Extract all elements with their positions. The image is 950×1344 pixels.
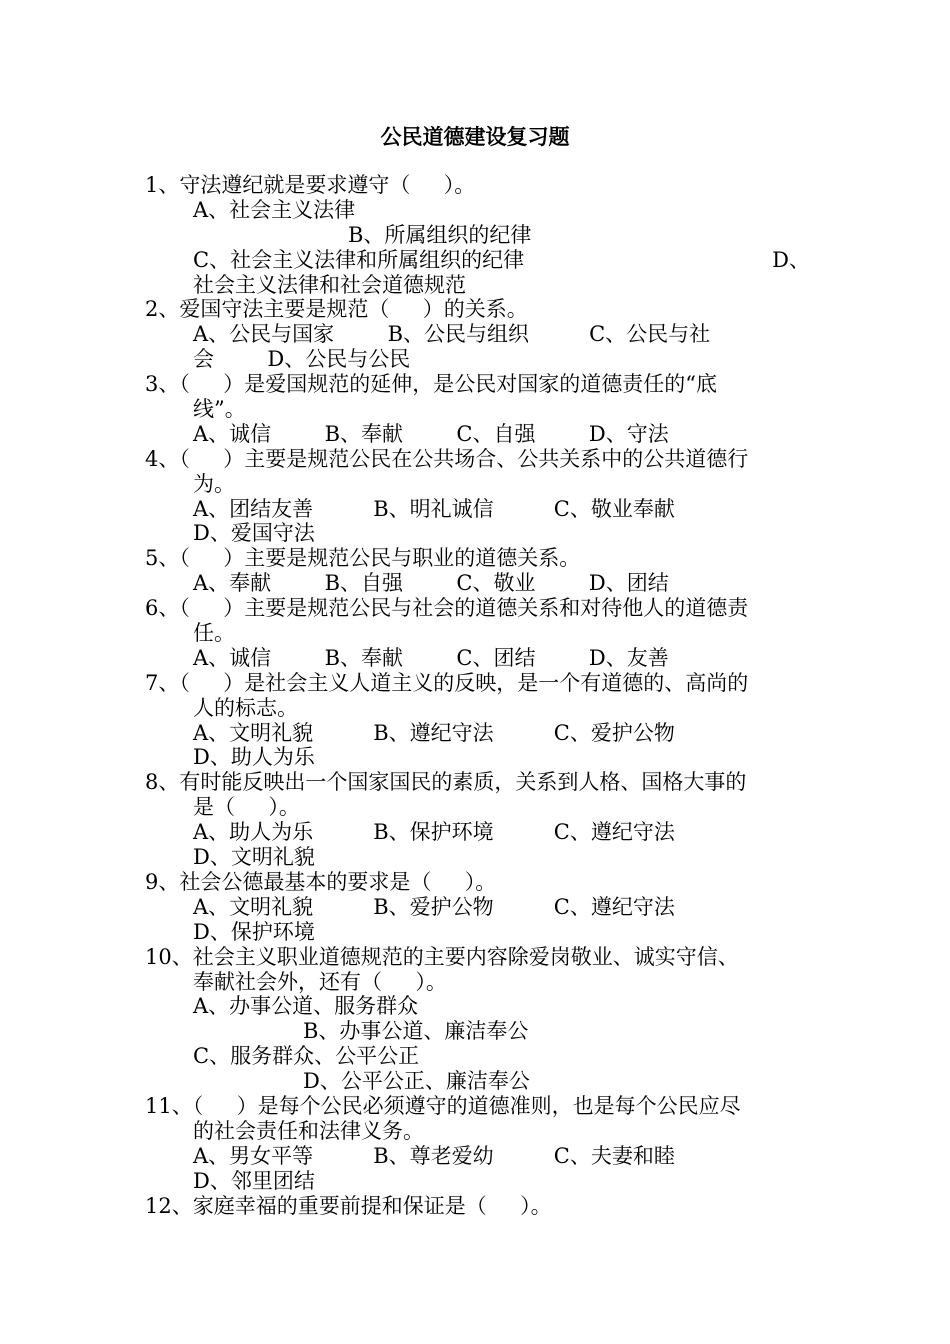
text-line: 8、有时能反映出一个国家国民的素质，关系到人格、国格大事的 (145, 770, 747, 795)
text-line: 为。 (193, 471, 235, 496)
text-line: 9、社会公德最基本的要求是（ ）。 (145, 869, 497, 894)
text-line: A、社会主义法律 (193, 197, 356, 222)
text-segment: C、社会主义法律和所属组织的纪律 (193, 247, 525, 272)
text-line: 线”。 (193, 397, 246, 422)
text-line: A、诚信 B、奉献 C、团结 D、友善 (193, 645, 669, 670)
text-line: 12、家庭幸福的重要前提和保证是（ ）。 (145, 1193, 552, 1218)
text-line: 奉献社会外，还有（ ）。 (193, 969, 447, 994)
text-line: 的社会责任和法律义务。 (193, 1118, 424, 1143)
text-line: D、保护环境 (193, 919, 315, 944)
text-line: 10、社会主义职业道德规范的主要内容除爱岗敬业、诚实守信、 (145, 944, 739, 969)
text-line: B、办事公道、廉洁奉公 (303, 1019, 529, 1044)
text-line: 1、守法遵纪就是要求遵守（ ）。 (145, 173, 476, 197)
text-line: 任。 (193, 621, 235, 646)
text-line (145, 248, 810, 273)
text-line (145, 372, 810, 397)
question-list (145, 173, 810, 1218)
text-line: A、公民与国家 B、公民与组织 C、公民与社 (193, 322, 711, 347)
text-line: 是（ ）。 (193, 795, 300, 820)
text-line: D、邻里团结 (193, 1168, 315, 1193)
text-line: A、办事公道、服务群众 (193, 994, 419, 1019)
text-line: 7、（ ）是社会主义人道主义的反映，是一个有道德的、高尚的 (145, 670, 749, 695)
text-line: 人的标志。 (193, 695, 298, 720)
text-line: 社会主义法律和社会道德规范 (193, 272, 466, 297)
text-line: A、助人为乐 B、保护环境 C、遵纪守法 (193, 820, 675, 845)
text-line: D、助人为乐 (193, 745, 315, 770)
text-line: D、公平公正、廉洁奉公 (303, 1069, 530, 1094)
text-line: 会 D、公民与公民 (193, 347, 411, 372)
text-segment: D、 (772, 247, 810, 272)
text-line: 2、爱国守法主要是规范（ ）的关系。 (145, 297, 528, 322)
text-line: 5、（ ）主要是规范公民与职业的道德关系。 (145, 546, 581, 571)
document-title: 公民道德建设复习题 (380, 125, 570, 149)
text-line: A、诚信 B、奉献 C、自强 D、守法 (193, 421, 669, 446)
text-line: A、男女平等 B、尊老爱幼 C、夫妻和睦 (193, 1143, 675, 1168)
text-line: 4、（ ）主要是规范公民在公共场合、公共关系中的公共道德行 (145, 446, 749, 471)
text-line: A、奉献 B、自强 C、敬业 D、团结 (193, 571, 669, 596)
text-line: C、服务群众、公平公正 (193, 1044, 420, 1069)
text-line: A、团结友善 B、明礼诚信 C、敬业奉献 (193, 496, 675, 521)
text-line: A、文明礼貌 B、爱护公物 C、遵纪守法 (193, 894, 675, 919)
text-line: A、文明礼貌 B、遵纪守法 C、爱护公物 (193, 720, 675, 745)
text-segment: 3、（ ）是爱国规范的延伸，是公民对国家的道德责任的“底 (145, 372, 717, 397)
text-line: 6、（ ）主要是规范公民与社会的道德关系和对待他人的道德责 (145, 596, 749, 621)
text-line: D、文明礼貌 (193, 845, 315, 870)
text-line: B、所属组织的纪律 (348, 222, 532, 247)
text-line: D、爱国守法 (193, 521, 315, 546)
text-line: 11、（ ）是每个公民必须遵守的道德准则，也是每个公民应尽 (145, 1093, 741, 1118)
